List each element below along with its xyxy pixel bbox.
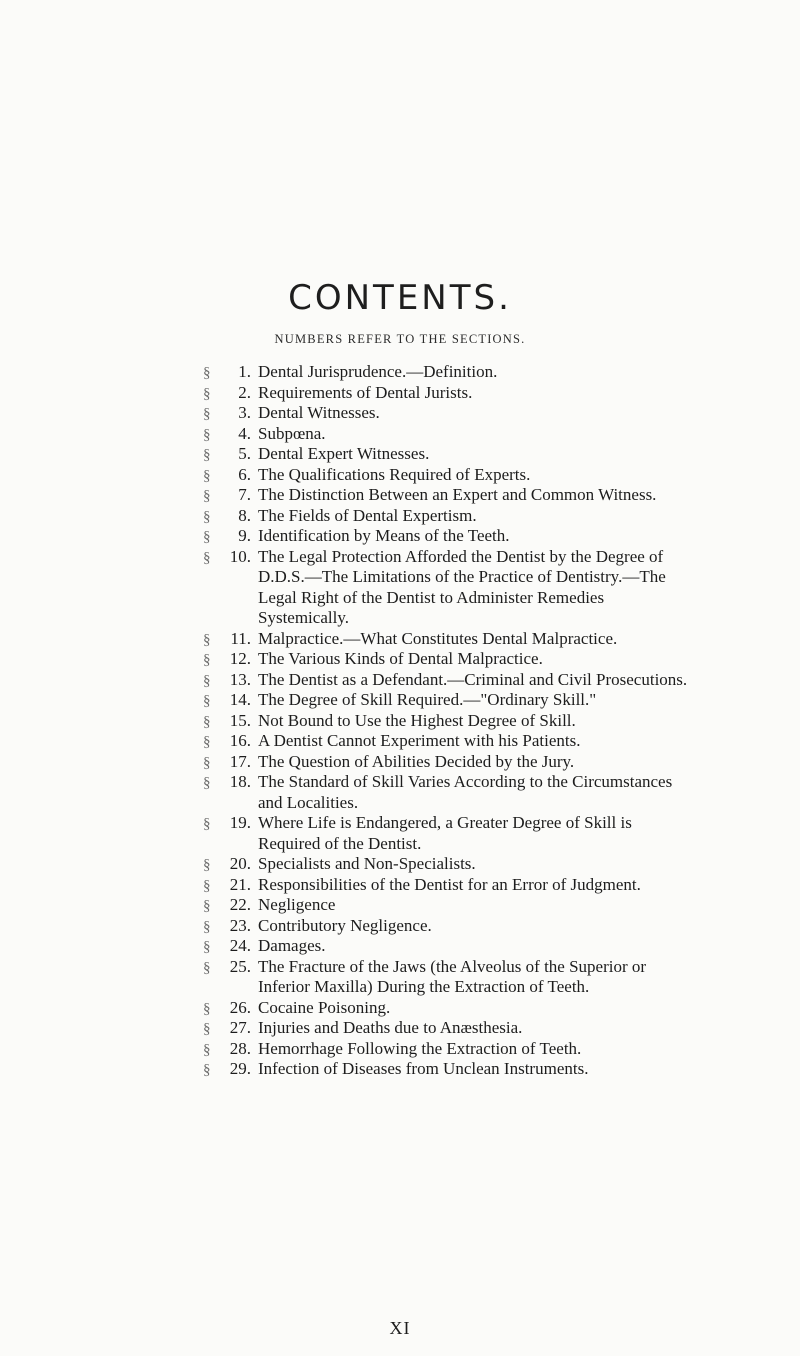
- entry-number: 12.: [229, 649, 251, 668]
- entry-title: The Degree of Skill Required.—"Ordinary Skill.": [258, 690, 597, 709]
- entry-number: 18.: [229, 772, 251, 791]
- entry-number: 29.: [229, 1059, 251, 1078]
- entry-number: 17.: [229, 751, 251, 771]
- section-mark: §: [203, 385, 211, 402]
- entry-title: Identification by Means of the Teeth.: [258, 526, 510, 545]
- page-subtitle: NUMBERS REFER TO THE SECTIONS.: [274, 332, 526, 346]
- entry-number: 23.: [229, 915, 251, 935]
- contents-entry: [0, 998, 800, 1019]
- contents-entry: [0, 957, 800, 998]
- entry-number: 7.: [238, 485, 251, 504]
- section-mark: §: [203, 631, 211, 648]
- entry-title: A Dentist Cannot Experiment with his Patients.: [258, 731, 581, 750]
- section-number: [203, 547, 253, 569]
- section-number: [203, 629, 253, 651]
- entry-number: 9.: [238, 526, 251, 545]
- entry-number: 14.: [229, 690, 251, 709]
- entry-number: 13.: [229, 669, 251, 689]
- entry-title: Injuries and Deaths due to Anæsthesia.: [258, 1018, 523, 1037]
- entry-title: Dental Jurisprudence.—Definition.: [258, 362, 498, 381]
- entry-title: The Question of Abilities Decided by the Jury.: [258, 751, 575, 771]
- entry-number: 5.: [238, 444, 251, 463]
- section-number: [203, 895, 253, 917]
- section-number: [203, 998, 253, 1020]
- contents-entry: [0, 1018, 800, 1039]
- contents-entry: [0, 403, 800, 424]
- entry-title: Not Bound to Use the Highest Degree of Skill.: [258, 710, 576, 730]
- section-mark: §: [203, 426, 211, 443]
- section-number: [203, 465, 253, 487]
- entry-title: Hemorrhage Following the Extraction of Teeth.: [258, 1038, 582, 1058]
- contents-entry: [0, 772, 800, 813]
- entry-title: Requirements of Dental Jurists.: [258, 382, 473, 402]
- entry-number: 20.: [229, 854, 251, 873]
- entry-title: Specialists and Non-Specialists.: [258, 854, 476, 873]
- entry-number: 26.: [229, 997, 251, 1017]
- contents-entry: [0, 383, 800, 404]
- section-number: [203, 403, 253, 425]
- entry-title: Malpractice.—What Constitutes Dental Malpractice.: [258, 628, 618, 648]
- contents-entry: [0, 526, 800, 547]
- section-mark: §: [203, 529, 211, 545]
- section-mark: §: [203, 877, 211, 894]
- entry-title: Responsibilities of the Dentist for an Error of Judgment.: [258, 874, 641, 894]
- section-number: [203, 772, 253, 794]
- section-number: [203, 362, 253, 384]
- contents-entry: [0, 1039, 800, 1060]
- section-number: [203, 916, 253, 938]
- section-number: [203, 444, 253, 466]
- section-number: [203, 875, 253, 897]
- contents-entry: [0, 895, 800, 916]
- contents-entry: [0, 875, 800, 896]
- entry-number: 19.: [229, 813, 251, 832]
- entry-title: The Fracture of the Jaws (the Alveolus of the Superior or Inferior Maxilla) During the Extraction of Teeth.: [258, 956, 647, 996]
- section-mark: §: [203, 365, 211, 381]
- entry-title: The Distinction Between an Expert and Common Witness.: [258, 485, 657, 504]
- entry-number: 24.: [229, 936, 251, 955]
- contents-entry: [0, 547, 800, 629]
- contents-entry: [0, 465, 800, 486]
- section-mark: §: [203, 754, 211, 771]
- entry-number: 27.: [229, 1018, 251, 1037]
- section-mark: §: [203, 918, 211, 935]
- section-mark: §: [203, 713, 211, 730]
- section-number: [203, 1059, 253, 1081]
- contents-entry: [0, 711, 800, 732]
- entry-title: Damages.: [258, 936, 326, 955]
- section-mark: §: [203, 775, 211, 791]
- entry-title: Subpœna.: [258, 423, 326, 443]
- section-number: [203, 957, 253, 979]
- entry-number: 21.: [229, 874, 251, 894]
- entry-title: The Legal Protection Afforded the Dentist by the Degree of D.D.S.—The Limitations of the Practice of Dentistry.—The Legal Right of the Dentist to Administer Remedies Systemically.: [258, 546, 666, 627]
- entry-title: Contributory Negligence.: [258, 915, 432, 935]
- entry-title: Negligence: [258, 895, 336, 914]
- section-mark: §: [203, 734, 211, 750]
- section-mark: §: [203, 816, 211, 832]
- section-mark: §: [203, 939, 211, 955]
- section-number: [203, 649, 253, 671]
- contents-entry: [0, 731, 800, 752]
- section-number: [203, 526, 253, 548]
- section-mark: §: [203, 959, 211, 976]
- entry-title: Where Life is Endangered, a Greater Degree of Skill is Required of the Dentist.: [258, 813, 632, 853]
- section-mark: §: [203, 447, 211, 463]
- section-number: [203, 1039, 253, 1061]
- entry-title: The Various Kinds of Dental Malpractice.: [258, 649, 543, 668]
- entry-number: 16.: [229, 731, 251, 750]
- contents-entry: [0, 629, 800, 650]
- contents-list: [0, 362, 800, 1080]
- page-title: CONTENTS.: [288, 278, 512, 318]
- contents-entry: [0, 936, 800, 957]
- section-mark: §: [203, 1000, 211, 1017]
- section-number: [203, 854, 253, 876]
- contents-entry: [0, 424, 800, 445]
- section-mark: §: [203, 652, 211, 668]
- section-number: [203, 506, 253, 528]
- section-number: [203, 670, 253, 692]
- entry-number: 3.: [238, 403, 251, 422]
- section-mark: §: [203, 693, 211, 709]
- entry-number: 8.: [238, 505, 251, 525]
- entry-number: 4.: [238, 423, 251, 443]
- entry-number: 28.: [229, 1038, 251, 1058]
- contents-entry: [0, 916, 800, 937]
- entry-number: 2.: [238, 382, 251, 402]
- entry-title: The Fields of Dental Expertism.: [258, 505, 477, 525]
- contents-entry: [0, 813, 800, 854]
- section-mark: §: [203, 488, 211, 504]
- section-number: [203, 711, 253, 733]
- entry-title: Cocaine Poisoning.: [258, 997, 391, 1017]
- page-number: XI: [389, 1318, 411, 1338]
- section-number: [203, 424, 253, 446]
- section-number: [203, 485, 253, 507]
- entry-number: 25.: [229, 956, 251, 976]
- section-mark: §: [203, 672, 211, 689]
- entry-number: 6.: [238, 464, 251, 484]
- contents-entry: [0, 854, 800, 875]
- entry-title: The Standard of Skill Varies According to the Circumstances and Localities.: [258, 772, 673, 812]
- section-mark: §: [203, 898, 211, 914]
- contents-entry: [0, 1059, 800, 1080]
- section-number: [203, 936, 253, 958]
- section-mark: §: [203, 467, 211, 484]
- entry-title: The Dentist as a Defendant.—Criminal and Civil Prosecutions.: [258, 669, 688, 689]
- entry-number: 15.: [229, 710, 251, 730]
- contents-entry: [0, 362, 800, 383]
- entry-title: The Qualifications Required of Experts.: [258, 464, 531, 484]
- contents-entry: [0, 649, 800, 670]
- section-number: [203, 1018, 253, 1040]
- section-mark: §: [203, 1062, 211, 1078]
- contents-entry: [0, 670, 800, 691]
- section-mark: §: [203, 1041, 211, 1058]
- contents-entry: [0, 690, 800, 711]
- contents-entry: [0, 444, 800, 465]
- entry-number: 22.: [229, 895, 251, 914]
- entry-number: 1.: [238, 362, 251, 381]
- section-mark: §: [203, 857, 211, 873]
- section-mark: §: [203, 1021, 211, 1037]
- section-mark: §: [203, 406, 211, 422]
- contents-entry: [0, 506, 800, 527]
- section-number: [203, 752, 253, 774]
- contents-entry: [0, 752, 800, 773]
- entry-number: 10.: [229, 546, 251, 566]
- entry-title: Dental Witnesses.: [258, 403, 380, 422]
- section-mark: §: [203, 549, 211, 566]
- entry-title: Infection of Diseases from Unclean Instruments.: [258, 1059, 589, 1078]
- entry-number: 11.: [230, 628, 251, 648]
- section-number: [203, 383, 253, 405]
- section-mark: §: [203, 508, 211, 525]
- contents-entry: [0, 485, 800, 506]
- section-number: [203, 690, 253, 712]
- section-number: [203, 813, 253, 835]
- entry-title: Dental Expert Witnesses.: [258, 444, 430, 463]
- section-number: [203, 731, 253, 753]
